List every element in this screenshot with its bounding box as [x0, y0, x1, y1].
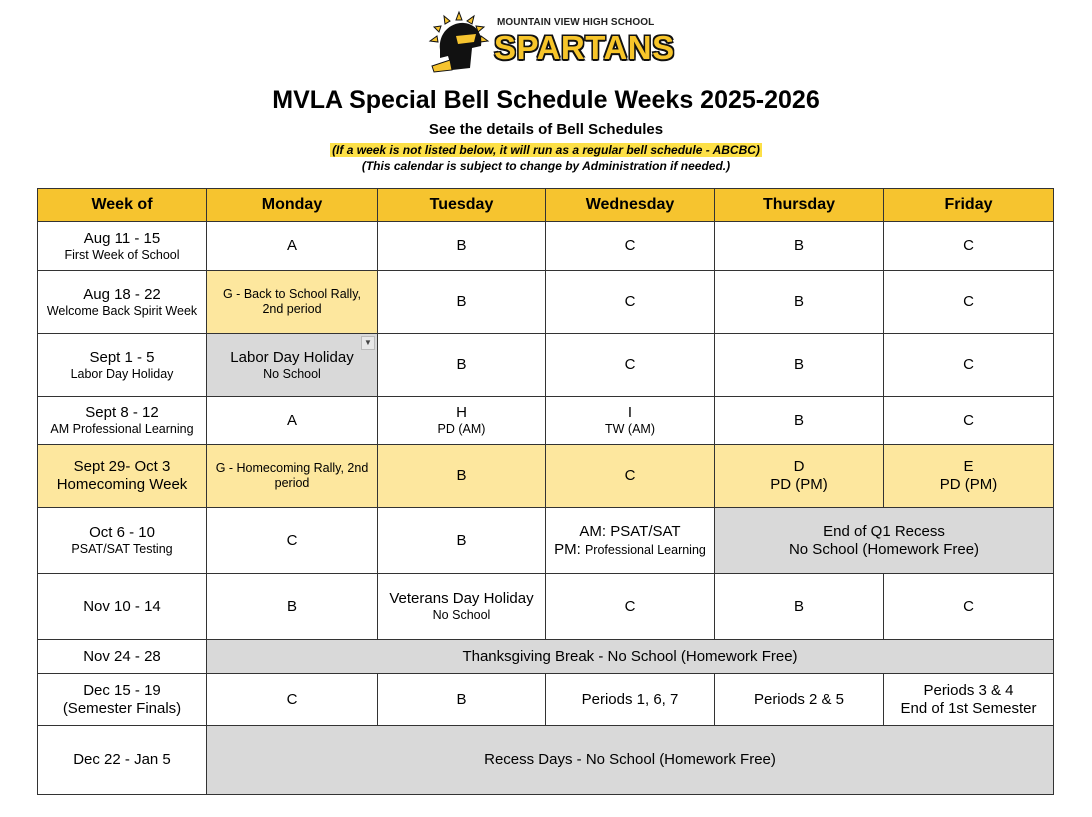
friday-cell[interactable]: C: [884, 222, 1054, 271]
monday-cell[interactable]: Labor Day Holiday No School ▼: [207, 334, 378, 397]
q1-recess-cell[interactable]: End of Q1 Recess No School (Homework Free): [715, 508, 1054, 574]
wednesday-cell[interactable]: C: [546, 222, 715, 271]
school-logo: [426, 10, 675, 74]
table-row: [38, 574, 1054, 640]
col-header-monday: Monday: [207, 189, 378, 222]
table-row: [38, 445, 1054, 508]
week-cell[interactable]: Dec 15 - 19 (Semester Finals): [38, 674, 207, 726]
tuesday-cell[interactable]: Veterans Day Holiday No School: [378, 574, 546, 640]
friday-cell[interactable]: C: [884, 574, 1054, 640]
table-header-row: [38, 189, 1054, 222]
wednesday-cell[interactable]: Periods 1, 6, 7: [546, 674, 715, 726]
monday-cell[interactable]: C: [207, 674, 378, 726]
spartan-helmet-icon: [426, 10, 492, 74]
tuesday-cell[interactable]: B: [378, 222, 546, 271]
table-row: [38, 271, 1054, 334]
week-cell[interactable]: Aug 18 - 22 Welcome Back Spirit Week: [38, 271, 207, 334]
thursday-cell[interactable]: Periods 2 & 5: [715, 674, 884, 726]
regular-schedule-note: (If a week is not listed below, it will run as a regular bell schedule - ABCBC): [332, 143, 760, 157]
monday-cell[interactable]: B: [207, 574, 378, 640]
monday-cell[interactable]: G - Back to School Rally, 2nd period: [207, 271, 378, 334]
col-header-friday: Friday: [884, 189, 1054, 222]
friday-cell[interactable]: C: [884, 334, 1054, 397]
friday-cell[interactable]: Periods 3 & 4 End of 1st Semester: [884, 674, 1054, 726]
dropdown-arrow-icon[interactable]: ▼: [361, 336, 375, 350]
week-cell[interactable]: Oct 6 - 10 PSAT/SAT Testing: [38, 508, 207, 574]
table-row: [38, 674, 1054, 726]
tuesday-cell[interactable]: B: [378, 674, 546, 726]
tuesday-cell[interactable]: B: [378, 445, 546, 508]
table-row: [38, 222, 1054, 271]
wednesday-cell[interactable]: C: [546, 574, 715, 640]
page-title: MVLA Special Bell Schedule Weeks 2025-2026: [272, 86, 820, 114]
wednesday-cell[interactable]: C: [546, 445, 715, 508]
table-row: [38, 640, 1054, 674]
wednesday-cell[interactable]: C: [546, 271, 715, 334]
week-cell[interactable]: Dec 22 - Jan 5: [38, 726, 207, 795]
monday-cell[interactable]: A: [207, 222, 378, 271]
wednesday-cell[interactable]: C: [546, 334, 715, 397]
col-header-thursday: Thursday: [715, 189, 884, 222]
week-cell[interactable]: Sept 1 - 5 Labor Day Holiday: [38, 334, 207, 397]
change-notice: (This calendar is subject to change by Administration if needed.): [361, 159, 731, 173]
week-cell[interactable]: Aug 11 - 15 First Week of School: [38, 222, 207, 271]
week-cell[interactable]: Sept 8 - 12 AM Professional Learning: [38, 397, 207, 445]
thursday-cell[interactable]: B: [715, 397, 884, 445]
friday-cell[interactable]: C: [884, 397, 1054, 445]
table-row: [38, 508, 1054, 574]
tuesday-cell[interactable]: B: [378, 508, 546, 574]
thursday-cell[interactable]: B: [715, 574, 884, 640]
tuesday-cell[interactable]: B: [378, 271, 546, 334]
week-cell[interactable]: Nov 24 - 28: [38, 640, 207, 674]
wednesday-cell[interactable]: AM: PSAT/SAT PM: Professional Learning: [546, 508, 715, 574]
monday-cell[interactable]: C: [207, 508, 378, 574]
week-cell[interactable]: Sept 29- Oct 3 Homecoming Week: [38, 445, 207, 508]
thursday-cell[interactable]: B: [715, 271, 884, 334]
col-header-week: Week of: [38, 189, 207, 222]
friday-cell[interactable]: C: [884, 271, 1054, 334]
week-cell[interactable]: Nov 10 - 14: [38, 574, 207, 640]
thursday-cell[interactable]: B: [715, 334, 884, 397]
bell-schedule-table: [37, 188, 1054, 795]
friday-cell[interactable]: E PD (PM): [884, 445, 1054, 508]
table-row: [38, 726, 1054, 795]
recess-days-cell[interactable]: Recess Days - No School (Homework Free): [207, 726, 1054, 795]
table-row: [38, 397, 1054, 445]
wednesday-cell[interactable]: I TW (AM): [546, 397, 715, 445]
tuesday-cell[interactable]: H PD (AM): [378, 397, 546, 445]
monday-cell[interactable]: G - Homecoming Rally, 2nd period: [207, 445, 378, 508]
thursday-cell[interactable]: D PD (PM): [715, 445, 884, 508]
bell-schedule-details-link[interactable]: See the details of Bell Schedules: [428, 121, 664, 138]
thanksgiving-break-cell[interactable]: Thanksgiving Break - No School (Homework Free): [207, 640, 1054, 674]
thursday-cell[interactable]: B: [715, 222, 884, 271]
col-header-wednesday: Wednesday: [546, 189, 715, 222]
school-name: MOUNTAIN VIEW HIGH SCHOOL: [497, 17, 655, 28]
table-row: [38, 334, 1054, 397]
col-header-tuesday: Tuesday: [378, 189, 546, 222]
tuesday-cell[interactable]: B: [378, 334, 546, 397]
monday-cell[interactable]: A: [207, 397, 378, 445]
team-name: SPARTANS: [494, 29, 675, 66]
